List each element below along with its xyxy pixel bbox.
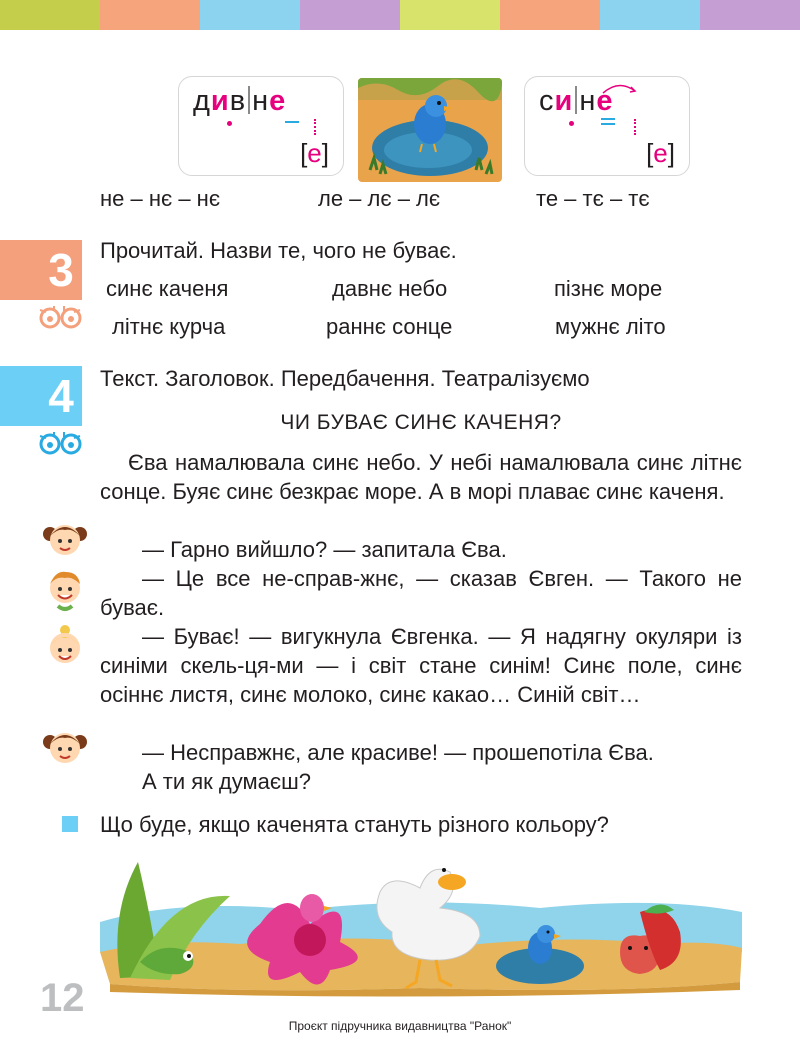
color-stripe: [0, 0, 100, 30]
story-dialogue: — Гарно вийшло? — запитала Єва.: [142, 537, 507, 562]
bullet-square-icon: [62, 816, 78, 832]
color-stripe: [500, 0, 600, 30]
color-stripe: [600, 0, 700, 30]
top-color-stripes: [0, 0, 800, 30]
soft-consonant-mark: [601, 123, 615, 125]
phrase: синє каченя: [106, 276, 229, 301]
soft-consonant-mark: [601, 118, 615, 120]
syllable-row-ne: не – нє – нє: [100, 186, 221, 211]
story-dialogue: — Це все не-справ-жнє, — сказав Євген. — Такого не буває.: [100, 566, 742, 620]
color-stripe: [100, 0, 200, 30]
link-arc: [599, 79, 639, 95]
sound-arrow: [314, 119, 316, 135]
task-number: 3: [40, 240, 82, 300]
sound-transcription: [е]: [300, 138, 329, 168]
phrase: давнє небо: [332, 276, 448, 301]
sound-arrow: [634, 119, 636, 135]
word-dyvne: див не: [193, 85, 287, 117]
sound-transcription: [е]: [646, 138, 675, 168]
color-stripe: [400, 0, 500, 30]
phrase: раннє сонце: [326, 314, 453, 339]
publisher-footer: Проєкт підручника видавництва "Ранок": [288, 1019, 512, 1033]
phrase: пізнє море: [554, 276, 663, 301]
task-3-instruction: Прочитай. Назви те, чого не буває.: [100, 238, 457, 263]
duckling-pond-picture: [358, 78, 502, 182]
task-4-badge: [0, 366, 82, 426]
reading-eyes-icon: [38, 430, 84, 456]
eva-girl-icon: [42, 724, 88, 770]
color-stripe: [300, 0, 400, 30]
discussion-question: Що буде, якщо каченята стануть різного кольору?: [100, 812, 609, 837]
phrase: мужнє літо: [555, 314, 666, 339]
syllable-row-te: те – тє – тє: [536, 186, 650, 211]
task-number: 4: [40, 366, 82, 426]
eva-girl-icon: [42, 516, 88, 562]
word-synie: си не: [539, 85, 614, 117]
phrase: літнє курча: [112, 314, 226, 339]
color-stripe: [200, 0, 300, 30]
syllable-row-le: ле – лє – лє: [318, 186, 441, 211]
story-dialogue: — Несправжнє, але красиве! — прошепотіла Єва.: [142, 740, 654, 765]
yevhen-boy-icon: [42, 566, 88, 612]
story-paragraph: Єва намалювала синє небо. У небі намалювала синє літнє сонце. Буяє синє безкрає море. А в морі плаває синє каченя.: [100, 450, 742, 504]
word-card-dyvne: [178, 76, 344, 176]
reading-eyes-icon: [38, 304, 84, 330]
story-question: А ти як думаєш?: [142, 769, 311, 794]
yevhenka-girl-icon: [42, 624, 88, 670]
story-title: ЧИ БУВАЄ СИНЄ КАЧЕНЯ?: [280, 411, 562, 434]
color-stripe: [700, 0, 800, 30]
task-3-badge: [0, 240, 82, 300]
story-dialogue: — Буває! — вигукнула Євгенка. — Я надягну окуляри із синіми скель-ця-ми — і світ стане синім! Синє поле, синє осіннє листя, синє молоко, синє какао… Синій світ…: [100, 624, 742, 707]
task-4-heading: Текст. Заголовок. Передбачення. Театралізуємо: [100, 366, 590, 391]
ducklings-illustration: [100, 852, 742, 998]
soft-consonant-mark: [285, 121, 299, 123]
word-card-synie: [524, 76, 690, 176]
stress-dot: [227, 121, 232, 126]
page-number: 12: [40, 976, 85, 1020]
stress-dot: [569, 121, 574, 126]
